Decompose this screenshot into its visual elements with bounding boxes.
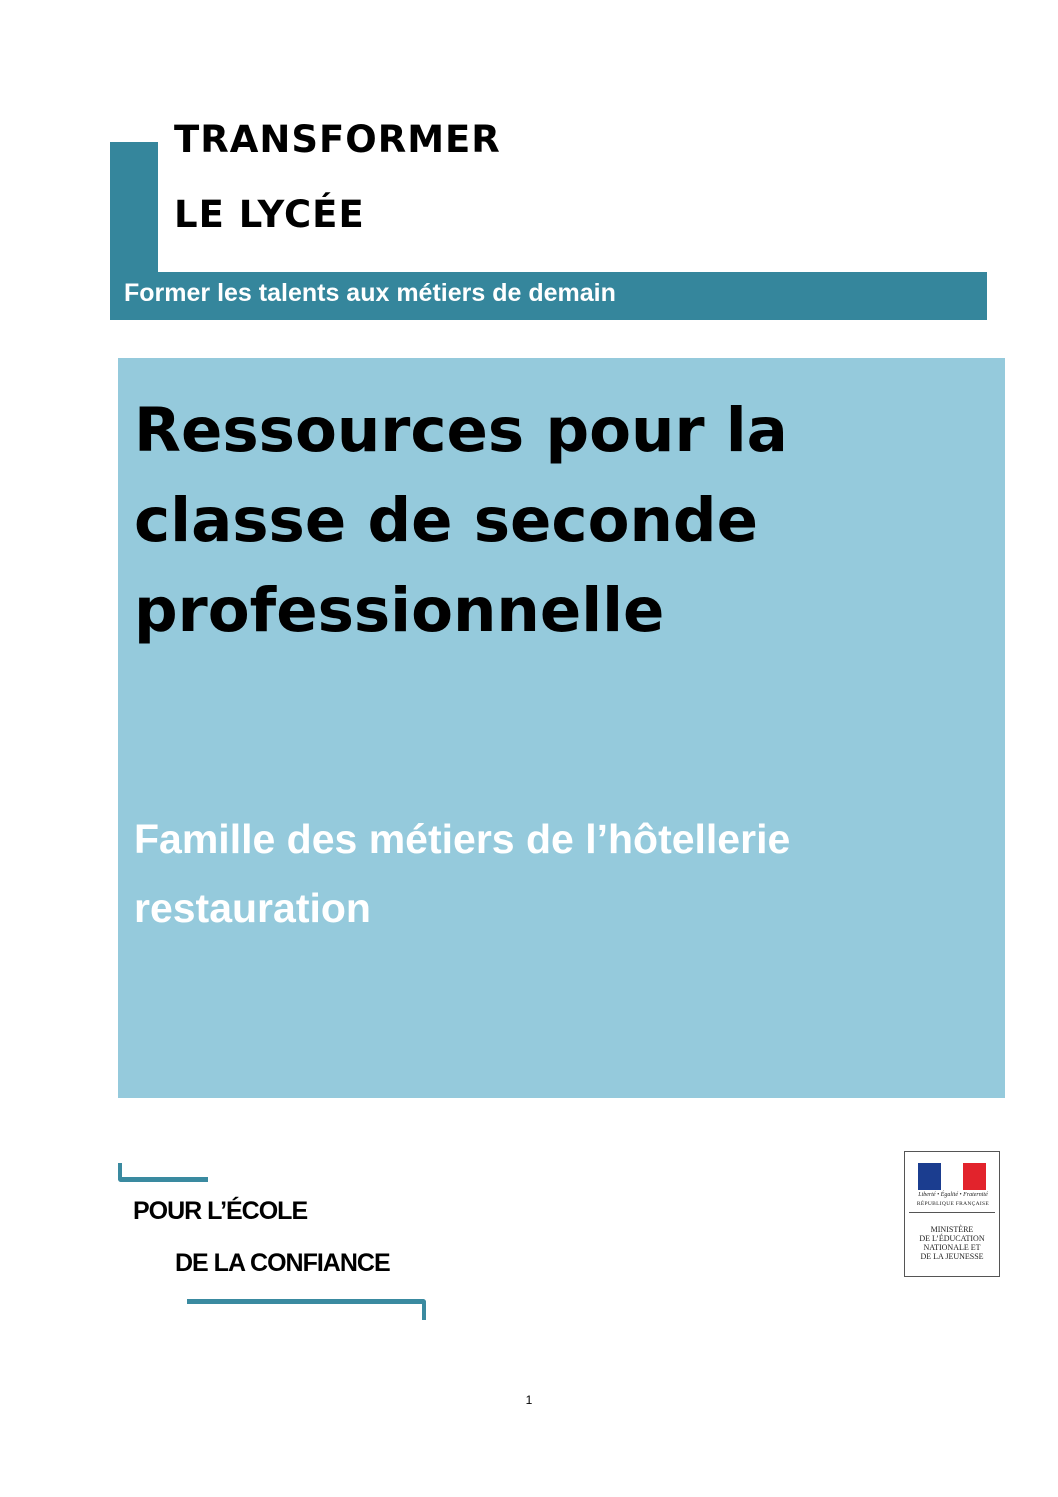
header-tagline: Former les talents aux métiers de demain bbox=[124, 279, 616, 307]
french-flag-icon bbox=[918, 1163, 986, 1190]
page-number: 1 bbox=[525, 1393, 533, 1407]
logo-ministry-line: DE LA JEUNESSE bbox=[920, 1252, 984, 1261]
slogan-bracket-bottom bbox=[187, 1299, 426, 1320]
ministry-logo bbox=[904, 1151, 1000, 1277]
logo-ministry-line: NATIONALE ET bbox=[923, 1243, 981, 1252]
header-title-line-1: TRANSFORMER bbox=[174, 118, 501, 161]
document-title-line: Ressources pour la bbox=[134, 395, 788, 466]
logo-motto: Liberté • Égalité • Fraternité bbox=[918, 1192, 988, 1198]
slogan-line-2: DE LA CONFIANCE bbox=[175, 1249, 390, 1277]
document-subtitle-line: Famille des métiers de l’hôtellerie bbox=[134, 816, 791, 862]
header-title-line-2: LE LYCÉE bbox=[174, 193, 365, 236]
document-subtitle bbox=[134, 805, 994, 943]
logo-ministry-line: DE L’ÉDUCATION bbox=[919, 1234, 985, 1243]
document-title-line: professionnelle bbox=[134, 575, 665, 646]
document-subtitle-line: restauration bbox=[134, 885, 371, 931]
document-title bbox=[134, 386, 994, 656]
document-title-line: classe de seconde bbox=[134, 485, 758, 556]
slogan-line-1: POUR L’ÉCOLE bbox=[133, 1197, 308, 1225]
slogan-bracket-top bbox=[118, 1163, 208, 1182]
logo-ministry-line: MINISTÈRE bbox=[930, 1225, 974, 1234]
logo-ministry-name bbox=[907, 1225, 997, 1261]
logo-divider bbox=[909, 1212, 995, 1213]
logo-republic: RÉPUBLIQUE FRANÇAISE bbox=[916, 1201, 990, 1207]
